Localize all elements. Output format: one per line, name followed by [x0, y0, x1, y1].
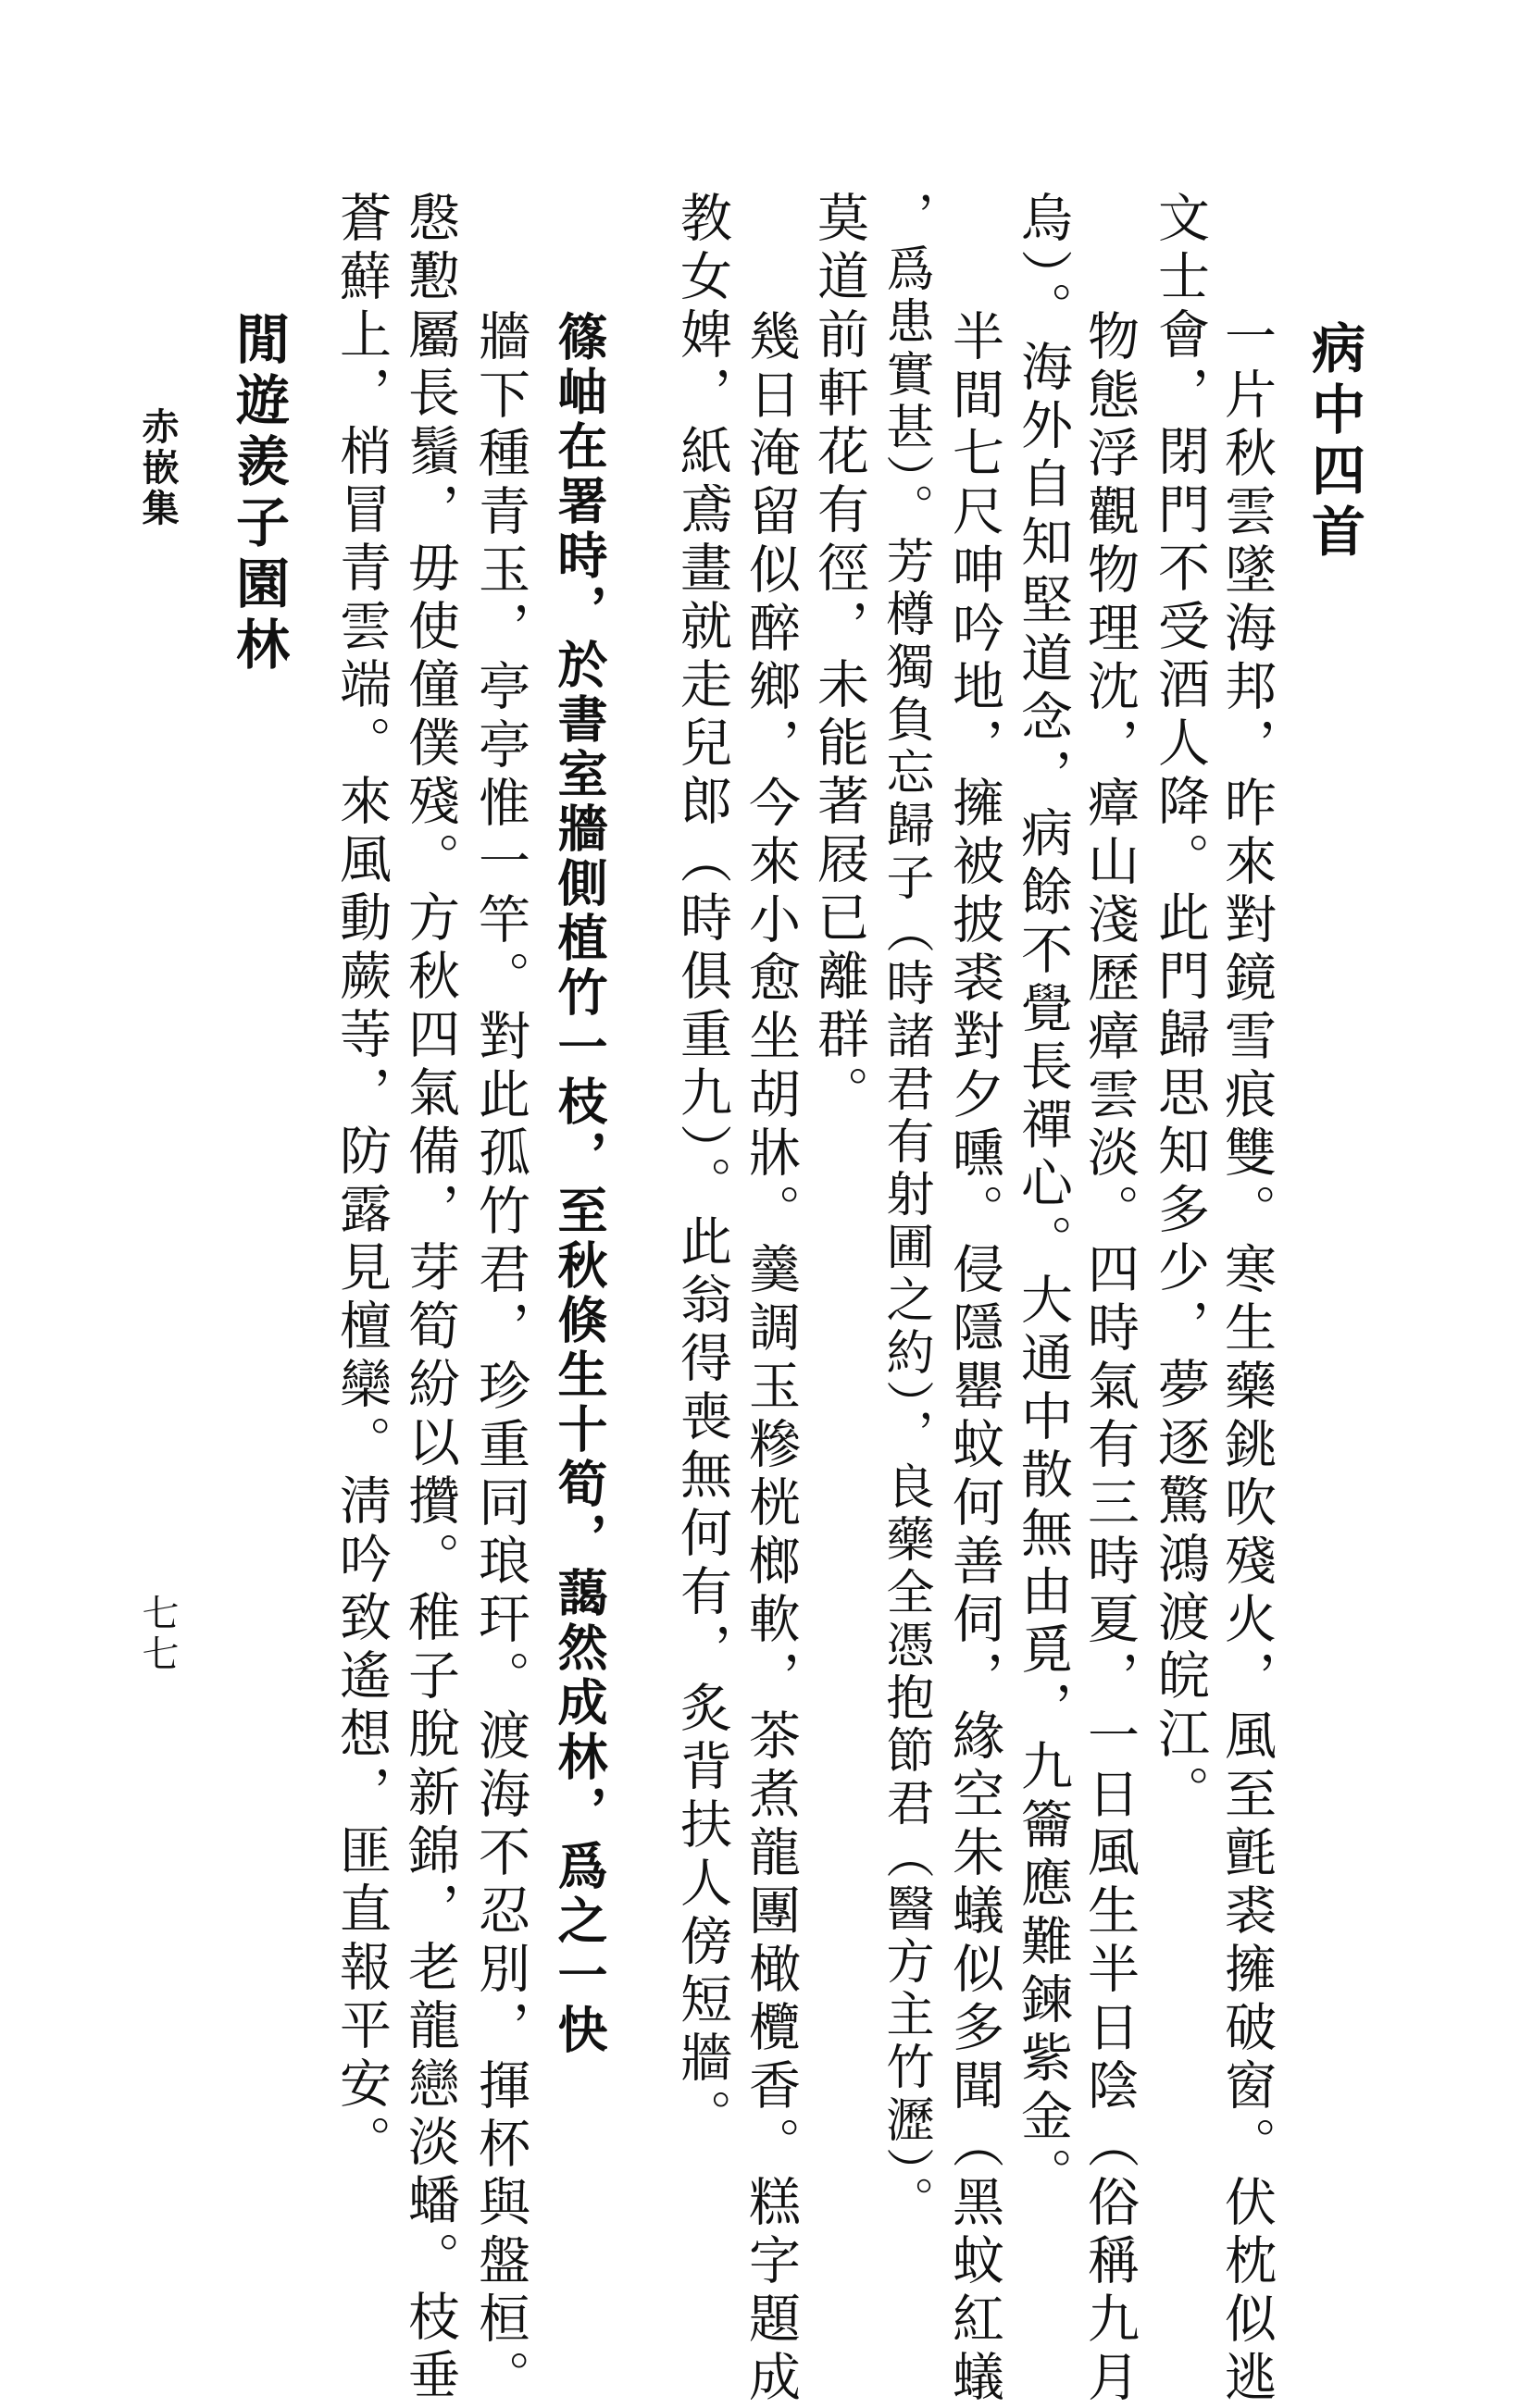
book-title: 赤嵌集 — [136, 407, 179, 529]
poem1-line-2: 文士會，閉門不受酒人降。此門歸思知多少，夢逐驚鴻渡皖江。 — [1150, 191, 1210, 1823]
page-number: 七七 — [136, 1594, 179, 1675]
poem1-line-3: 物態浮觀物理沈，瘴山淺歷瘴雲淡。四時氣有三時夏，一日風生半日陰（俗稱九月 — [1079, 309, 1140, 2408]
poem1-line-9: 教女婢，紙鳶畫就走兒郎（時俱重九）。此翁得喪無何有，炙背扶人傍短牆。 — [672, 191, 732, 2147]
poem1-line-1: 一片秋雲墜海邦，昨來對鏡雪痕雙。寒生藥銚吹殘火，風至氈裘擁破窗。伏枕似逃 — [1216, 309, 1277, 2408]
poem1-line-6: ，爲患實甚）。芳樽獨負忘歸子（時諸君有射圃之約），良藥全憑抱節君（醫方主竹瀝）。 — [878, 191, 933, 2228]
poem2-line-1: 牆下種青玉，亭亭惟一竿。對此孤竹君，珍重同琅玕。渡海不忍別，揮杯與盤桓。 — [470, 309, 530, 2408]
poem1-line-5: 半間七尺呻吟地，擁被披裘對夕曛。侵隱罌蚊何善伺，緣空朱蟻似多聞（黑蚊紅蟻 — [944, 309, 1004, 2408]
poem2-line-3: 蒼蘚上，梢冒青雲端。來風動蕨䓁，防露見檀欒。淸吟致遙想，匪直報平安。 — [331, 191, 392, 2173]
poem1-line-8: 幾日淹留似醉鄉，今來小愈坐胡牀。羹調玉糝桄榔軟，茶煮龍團橄欖香。糕字題成 — [741, 309, 801, 2408]
poem1-line-4: 烏）。海外自知堅道念，病餘不覺長禪心。大通中散無由覓，九籥應難鍊紫金。 — [1013, 191, 1073, 2205]
poem1-title: 病中四首 — [1302, 320, 1365, 565]
poem1-line-7: 莫道前軒花有徑，未能著屐已離群。 — [809, 191, 869, 1123]
poem3-title: 閒遊羨子園林 — [227, 311, 290, 677]
poem2-line-2: 慇懃屬長鬚，毋使僮僕殘。方秋四氣備，芽筍紛以攢。稚子脫新錦，老龍戀淡蟠。枝垂 — [400, 191, 460, 2406]
poem2-title: 篠岫在署時，於書室牆側植竹一枝，至秋倏生十筍，藹然成林，爲之一快 — [550, 311, 608, 2058]
